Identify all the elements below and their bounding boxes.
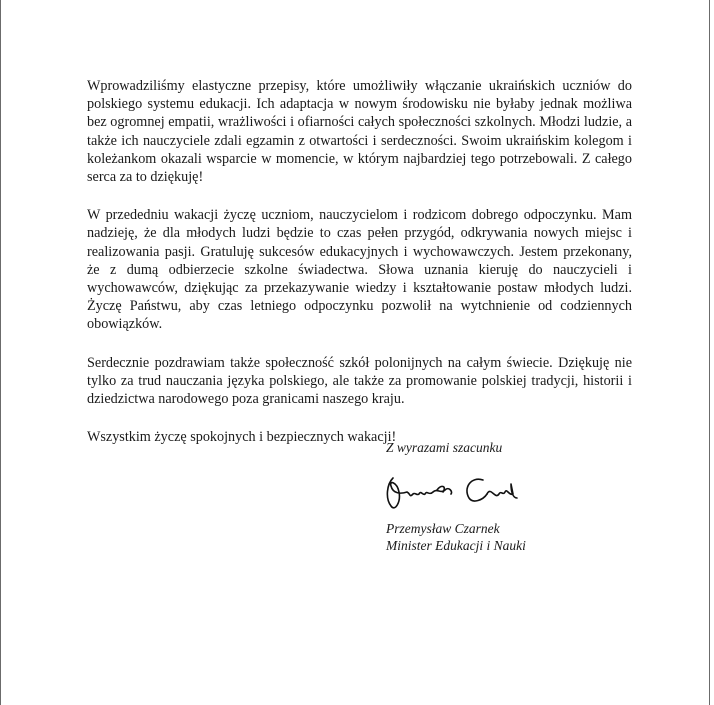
closing-phrase: Z wyrazami szacunku [386,440,503,455]
paragraph-3: Serdecznie pozdrawiam także społeczność szkół polonijnych na całym świecie. Dziękuję nie tylko za trud nauczania języka polskiego, ale także za promowanie polskiej tradycji, historii i dziedzictwa narodowego poza granicami naszego kraju. [87,354,632,408]
signer-title: Minister Edukacji i Nauki [386,538,526,553]
paragraph-2: W przededniu wakacji życzę uczniom, nauczycielom i rodzicom dobrego odpoczynku. Mam nadzieję, że dla młodych ludzi będzie to czas pełen przygód, odkrywania nowych miejsc i realizowania pasji. Gratuluję sukcesów edukacyjnych i wychowawczych. Jestem przekonany, że z dumą odbierzecie szkolne świadectwa. Słowa uznania kieruję do nauczycieli i wychowawców, dziękując za przekazywanie wiedzy i kształtowanie postaw młodych ludzi. Życzę Państwu, aby czas letniego odpoczynku pozwolił na wytchnienie od codziennych obowiązków. [87,207,632,333]
paragraph-1: Wprowadziliśmy elastyczne przepisy, które umożliwiły włączanie ukraińskich uczniów do polskiego systemu edukacji. Ich adaptacja w nowym środowisku nie byłaby jednak możliwa bez ogromnej empatii, wrażliwości i ofiarności całych społeczności szkolnych. Młodzi ludzie, a także ich nauczyciele zdali egzamin z otwartości i serdeczności. Swoim ukraińskim kolegom i koleżankom okazali wsparcie w momencie, w którym najbardziej tego potrzebowali. Z całego serca za to dziękuję! [87,78,632,186]
letter-body [87,77,632,466]
signer-name: Przemysław Czarnek [386,521,500,536]
signer-block [386,520,526,554]
paragraph-4: Wszystkim życzę spokojnych i bezpiecznych wakacji! [87,429,397,446]
handwritten-signature [379,472,529,518]
